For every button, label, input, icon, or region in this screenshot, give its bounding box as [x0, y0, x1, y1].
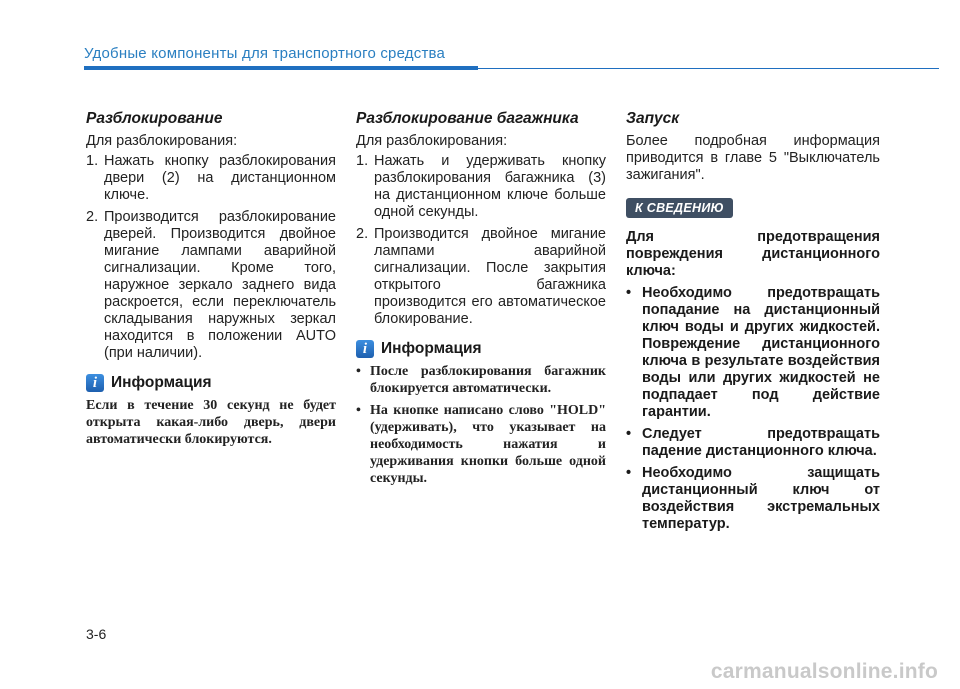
trunk-step [356, 226, 606, 328]
bullet-text: После разблокирования багажник блокируется автоматически. [370, 364, 606, 396]
unlock-intro: Для разблокирования: [86, 133, 238, 149]
unlock-section [86, 110, 336, 448]
step-text: Производится двойное мигание лампами аварийной сигнализации. После закрытия открытого багажника производится его автоматическое блокирование. [374, 226, 606, 327]
step-number: 1. [86, 153, 99, 169]
start-title: Запуск [626, 110, 680, 127]
trunk-section [356, 110, 606, 492]
caution-bullet [626, 285, 880, 421]
watermark: carmanualsonline.info [710, 660, 938, 683]
step-text: Нажать кнопку разблокирования двери (2) на дистанционном ключе. [104, 153, 336, 203]
unlock-step [86, 209, 336, 362]
step-number: 1. [356, 153, 369, 169]
bullet-text: Необходимо предотвращать попадание на дистанционный ключ воды и других жидкостей. Повреждение дистанционного ключа в результате воздействия воды или других жидкостей не подпадает под действие гарантии. [642, 285, 880, 420]
caution-lead: Для предотвращения повреждения дистанционного ключа: [626, 229, 880, 279]
trunk-intro: Для разблокирования: [356, 133, 508, 149]
trunk-info-header [356, 340, 606, 358]
bullet-dot: • [356, 364, 361, 379]
caution-bullet [626, 465, 880, 533]
info-title: Информация [111, 374, 212, 391]
caution-bullet [626, 426, 880, 460]
bullet-text: На кнопке написано слово "HOLD" (удерживать), что указывает на необходимость нажатия и удерживания кнопки больше одной секунды. [370, 403, 606, 486]
caution-badge: К СВЕДЕНИЮ [626, 198, 733, 218]
header-rule-thick [84, 66, 478, 70]
info-title: Информация [381, 340, 482, 357]
unlock-title: Разблокирование [86, 110, 223, 127]
step-text: Производится разблокирование дверей. Производится двойное мигание лампами аварийной сигнализации. Кроме того, наружное зеркало заднего вида раскроется, если переключатель складывания наружных зеркал находится в положении AUTO (при наличии). [104, 209, 336, 361]
bullet-dot: • [356, 403, 361, 418]
bullet-text: Следует предотвращать падение дистанционного ключа. [642, 426, 880, 459]
unlock-info-header [86, 374, 336, 392]
start-section [626, 110, 880, 538]
unlock-info-text: Если в течение 30 секунд не будет открыта какая-либо дверь, двери автоматически блокируются. [86, 398, 336, 447]
trunk-step [356, 153, 606, 221]
bullet-dot: • [626, 285, 632, 301]
trunk-info-bullet [356, 363, 606, 397]
trunk-info-bullet [356, 402, 606, 487]
start-text: Более подробная информация приводится в главе 5 "Выключатель зажигания". [626, 133, 880, 183]
step-number: 2. [356, 226, 369, 242]
bullet-dot: • [626, 426, 632, 442]
step-number: 2. [86, 209, 99, 225]
header-rule-thin [478, 68, 939, 69]
unlock-step [86, 153, 336, 204]
page-number: 3-6 [86, 626, 107, 642]
info-icon: i [356, 340, 374, 358]
trunk-title: Разблокирование багажника [356, 110, 579, 127]
header-title: Удобные компоненты для транспортного средства [84, 45, 446, 62]
bullet-text: Необходимо защищать дистанционный ключ от воздействия экстремальных температур. [642, 465, 880, 532]
bullet-dot: • [626, 465, 632, 481]
step-text: Нажать и удерживать кнопку разблокирования багажника (3) на дистанционном ключе больше одной секунды. [374, 153, 606, 220]
info-icon: i [86, 374, 104, 392]
